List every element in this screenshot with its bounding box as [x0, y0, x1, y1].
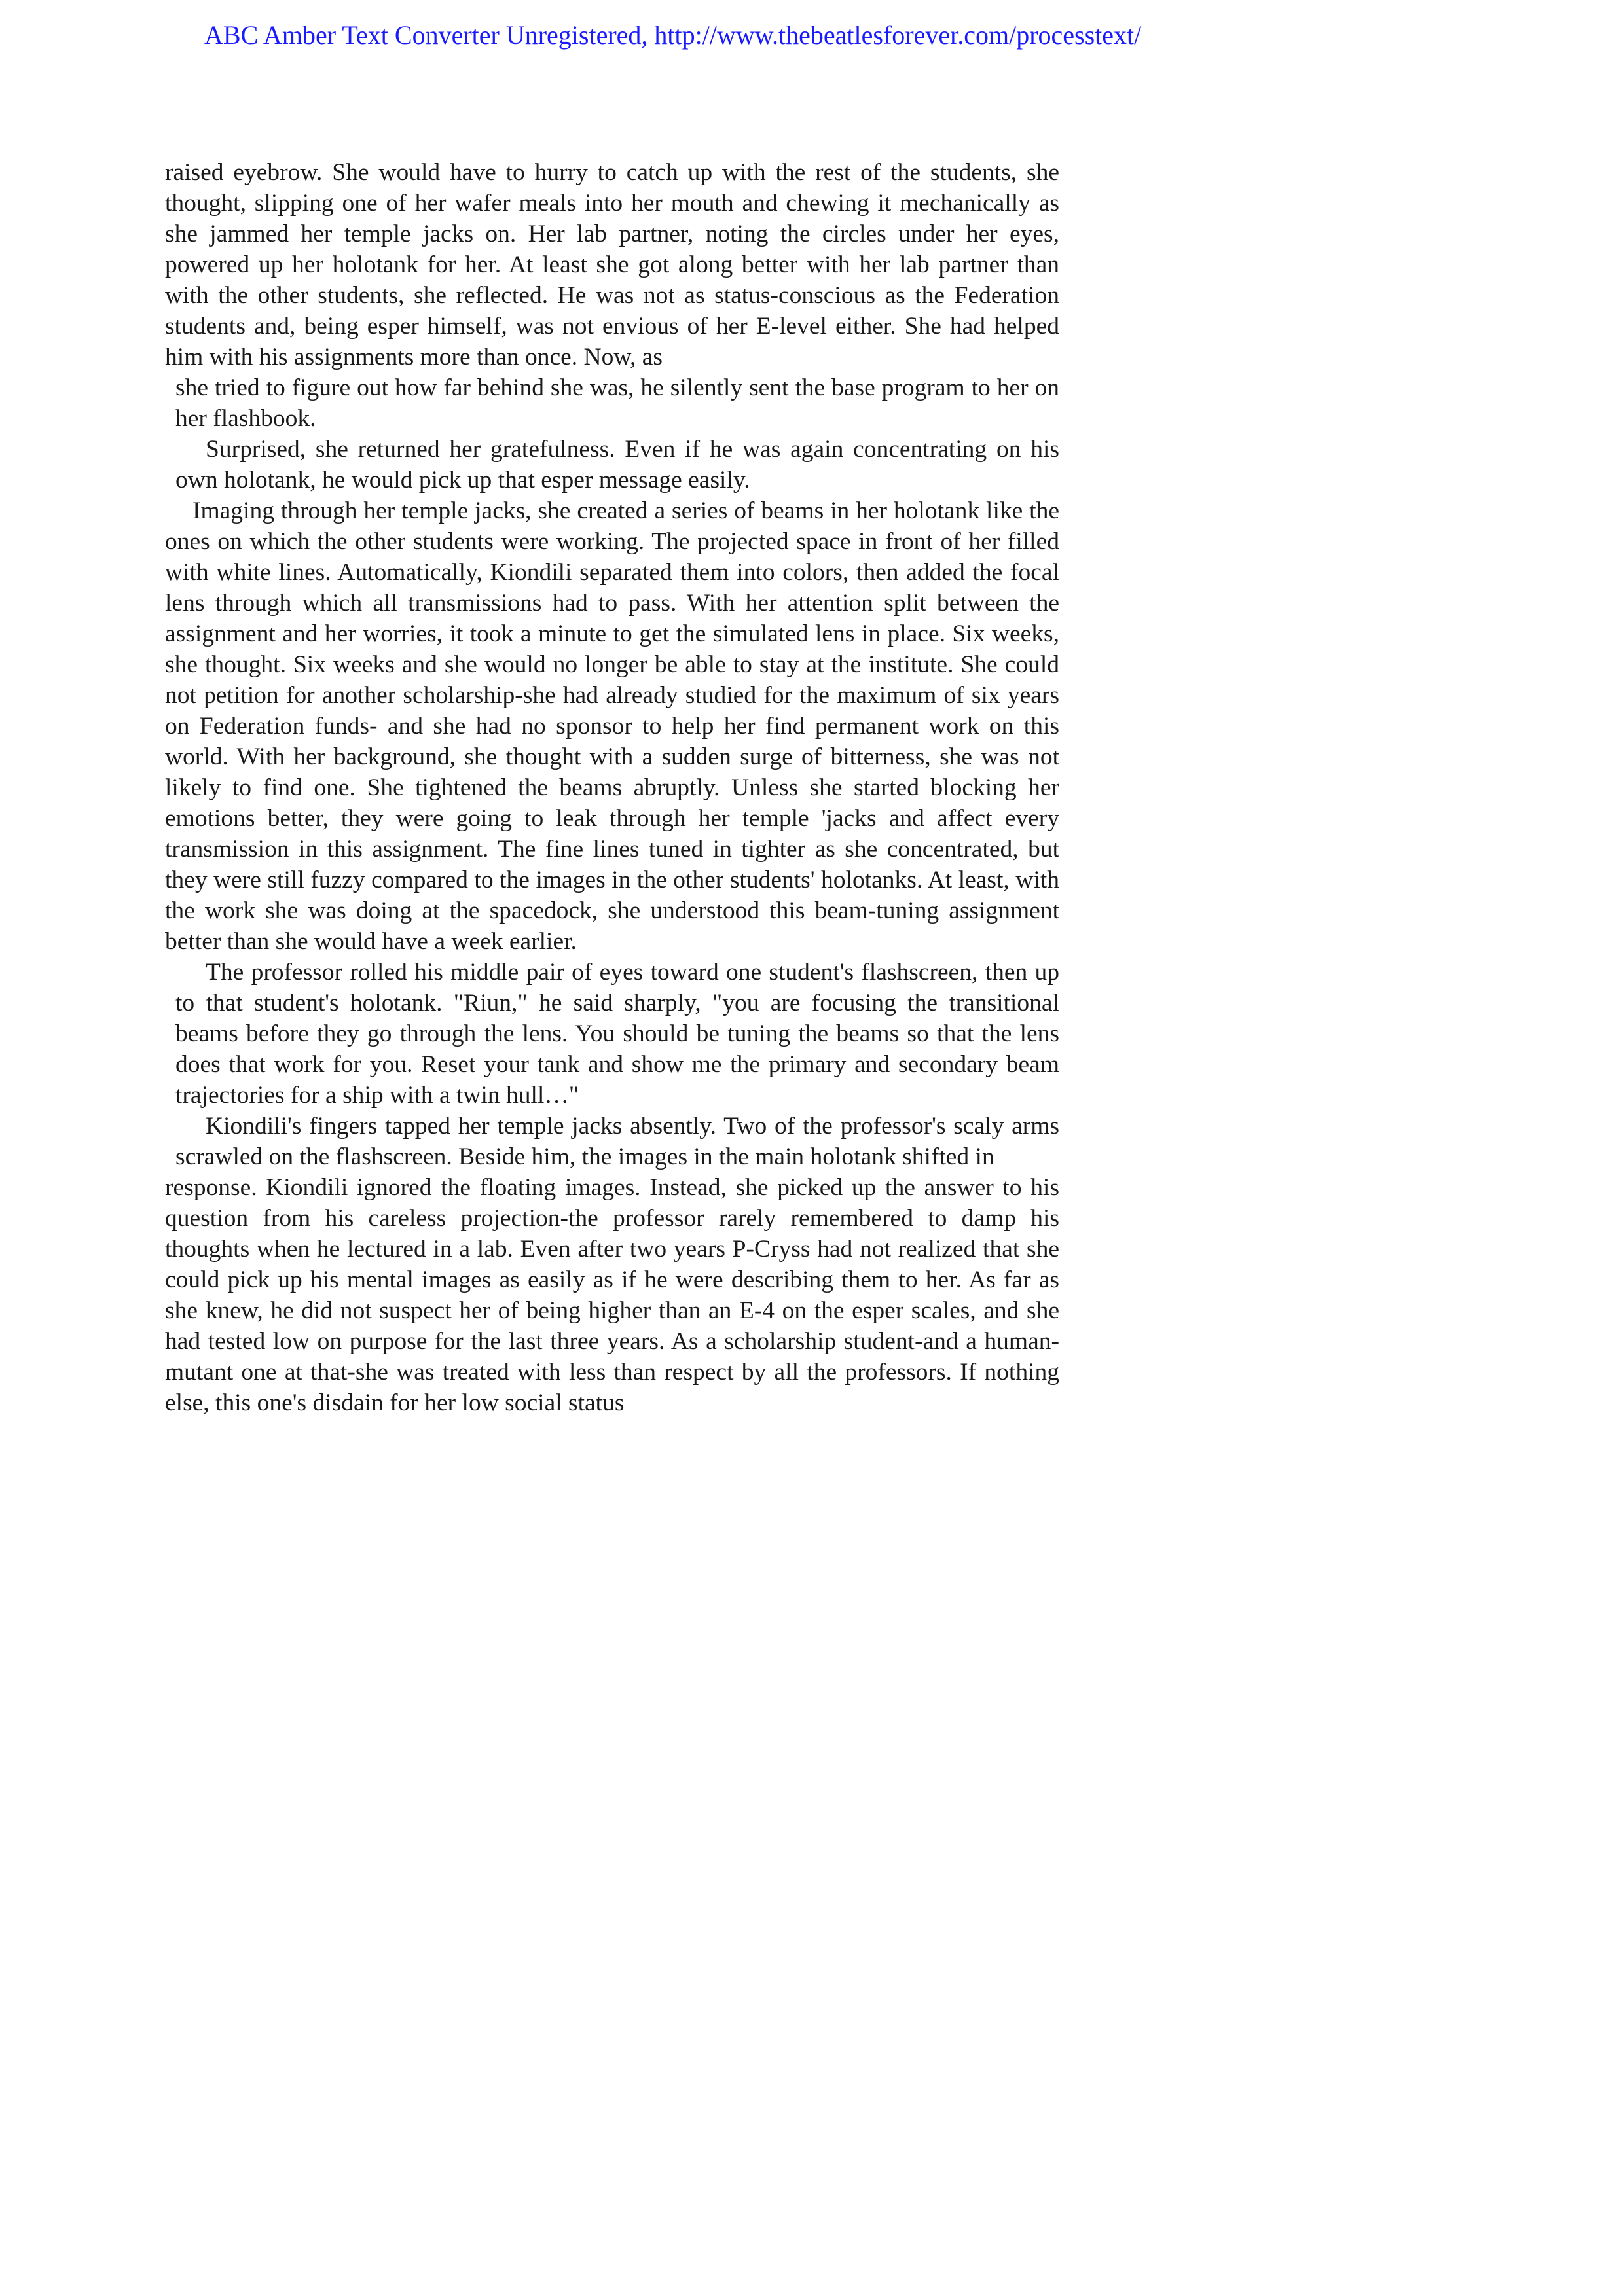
paragraph-3: Surprised, she returned her gratefulness. Even if he was again concentrating on his own holotank, he would pick up that esper message easily. — [175, 436, 1059, 493]
paragraph-7: response. Kiondili ignored the floating images. Instead, she picked up the answer to his question from his careless projection-the professor rarely remembered to damp his thoughts when he lectured in a lab. Even after two years P-Cryss had not realized that she could pick up his mental images as easily as if he were describing them to her. As far as she knew, he did not suspect her of being higher than an E-4 on the esper scales, and she had tested low on purpose for the last three years. As a scholarship student-and a human-mutant one at that-she was treated with less than respect by all the professors. If nothing else, this one's disdain for her low social status — [165, 1174, 1059, 1416]
paragraph-1: raised eyebrow. She would have to hurry to catch up with the rest of the students, she thought, slipping one of her wafer meals into her mouth and chewing it mechanically as she jammed her temple jacks on. Her lab partner, noting the circles under her eyes, powered up her holotank for her. At least she got along better with her lab partner than with the other students, she reflected. He was not as status-conscious as the Federation students and, being esper himself, was not envious of her E-level either. She had helped him with his assignments more than once. Now, as — [165, 159, 1059, 370]
paragraph-4: Imaging through her temple jacks, she created a series of beams in her holotank like the ones on which the other students were working. The projected space in front of her filled with white lines. Automatically, Kiondili separated them into colors, then added the focal lens through which all transmissions had to pass. With her attention split between the assignment and her worries, it took a minute to get the simulated lens in place. Six weeks, she thought. Six weeks and she would no longer be able to stay at the institute. She could not petition for another scholarship-she had already studied for the maximum of six years on Federation funds- and she had no sponsor to help her find permanent work on this world. With her background, she thought with a sudden surge of bitterness, she was not likely to find one. She tightened the beams abruptly. Unless she started blocking her emotions better, they were going to leak through her temple 'jacks and affect every transmission in this assignment. The fine lines tuned in tighter as she concentrated, but they were still fuzzy compared to the images in the other students' holotanks. At least, with the work she was doing at the spacedock, she understood this beam-tuning assignment better than she would have a week earlier. — [165, 497, 1059, 955]
paragraph-5: The professor rolled his middle pair of eyes toward one student's flashscreen, then up to that student's holotank. "Riun," he said sharply, "you are focusing the transitional beams before they go through the lens. You should be tuning the beams so that the lens does that work for you. Reset your tank and show me the primary and secondary beam trajectories for a ship with a twin hull…" — [175, 959, 1059, 1109]
converter-header: ABC Amber Text Converter Unregistered, http://www.thebeatlesforever.com/processtext/ — [204, 20, 1142, 50]
paragraph-2: she tried to figure out how far behind she was, he silently sent the base program to her on her flashbook. — [175, 374, 1059, 432]
document-body — [165, 157, 1059, 1418]
paragraph-6: Kiondili's fingers tapped her temple jacks absently. Two of the professor's scaly arms scrawled on the flashscreen. Beside him, the images in the main holotank shifted in — [175, 1113, 1059, 1170]
